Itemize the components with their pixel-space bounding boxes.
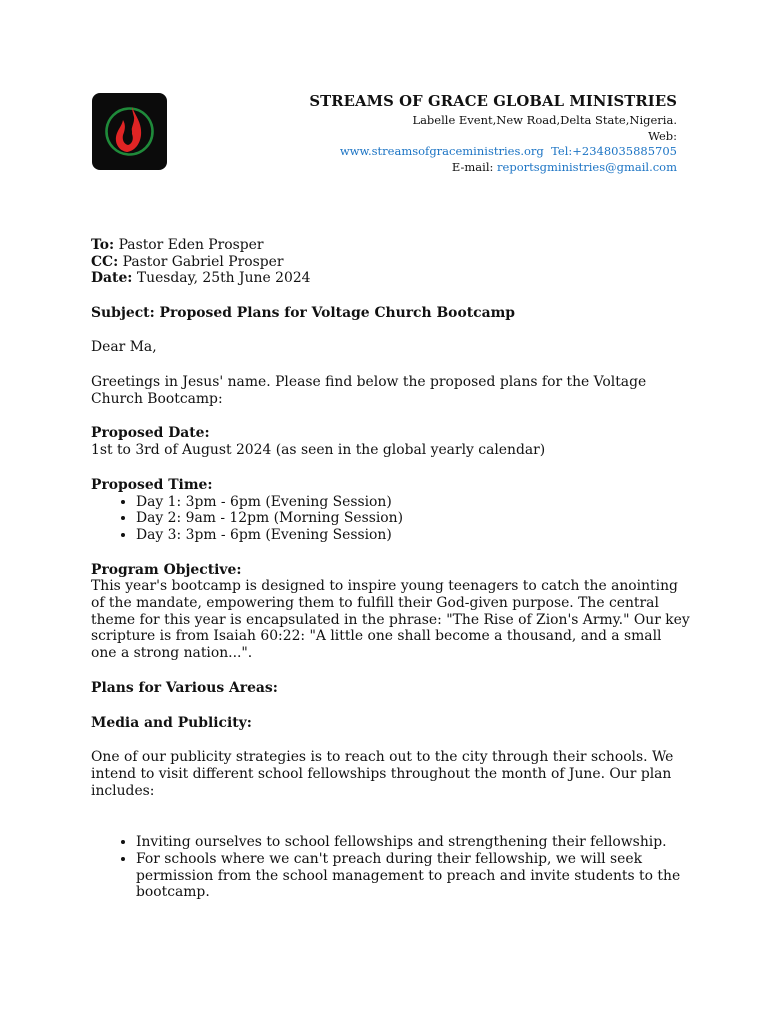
website-link[interactable]: www.streamsofgraceministries.org xyxy=(339,144,544,159)
list-item: • Day 3: 3pm - 6pm (Evening Session) xyxy=(136,527,691,544)
to-label: To: xyxy=(91,237,115,253)
objective-paragraph: This year's bootcamp is designed to inspire young teenagers to catch the anointing of the mandate, empowering them to fulfill their God-given purpose. The central theme for this year is encapsulated in the phrase: "The Rise of Zion's Army." Our key scripture is from Isaiah 60:22: "A little one shall become a thousand, and a small one a strong nation...". xyxy=(91,578,690,662)
to-value: Pastor Eden Prosper xyxy=(118,237,264,253)
organization-name: STREAMS OF GRACE GLOBAL MINISTRIES xyxy=(309,93,677,110)
list-item: • Inviting ourselves to school fellowships and strengthening their fellowship. xyxy=(136,834,691,851)
date-value: Tuesday, 25th June 2024 xyxy=(136,270,311,287)
email-link[interactable]: reportsgministries@gmail.com xyxy=(497,159,677,174)
time-list xyxy=(91,494,691,544)
cc-label: CC: xyxy=(91,253,119,270)
web-label: Web: xyxy=(648,128,677,143)
letterhead xyxy=(309,93,677,175)
greeting-paragraph: Greetings in Jesus' name. Please find below the proposed plans for the Voltage Church Bootcamp: xyxy=(91,374,647,407)
media-paragraph: One of our publicity strategies is to reach out to the city through their schools. We intend to visit different school fellowships throughout the month of June. Our plan includes: xyxy=(91,749,674,799)
email-line xyxy=(309,160,677,176)
plans-heading: Plans for Various Areas: xyxy=(91,679,278,696)
objective-heading: Program Objective: xyxy=(91,561,242,578)
media-heading: Media and Publicity: xyxy=(91,714,252,731)
list-item: • For schools where we can't preach during their fellowship, we will seek permission from the school management to preach and invite students to the bootcamp. xyxy=(136,851,691,901)
date-line xyxy=(91,270,691,287)
cc-line xyxy=(91,254,691,271)
flame-logo-icon xyxy=(92,93,167,170)
contact-line xyxy=(309,144,677,160)
list-item: • Day 1: 3pm - 6pm (Evening Session) xyxy=(136,494,691,511)
letter-body xyxy=(91,237,691,901)
address: Labelle Event,New Road,Delta State,Nigeria. xyxy=(412,113,677,127)
proposed-date-text: 1st to 3rd of August 2024 (as seen in the global yearly calendar) xyxy=(91,442,546,459)
cc-value: Pastor Gabriel Prosper xyxy=(122,253,284,270)
proposed-date-heading: Proposed Date: xyxy=(91,425,210,442)
date-label: Date: xyxy=(91,270,133,287)
to-line xyxy=(91,237,691,254)
subject-line: Subject: Proposed Plans for Voltage Church Bootcamp xyxy=(91,304,515,321)
phone-link[interactable]: Tel:+2348035885705 xyxy=(551,144,677,159)
proposed-time-heading: Proposed Time: xyxy=(91,476,213,493)
plan-list xyxy=(91,834,691,901)
salutation: Dear Ma, xyxy=(91,339,157,356)
email-label: E-mail: xyxy=(451,159,494,174)
list-item: • Day 2: 9am - 12pm (Morning Session) xyxy=(136,510,691,527)
